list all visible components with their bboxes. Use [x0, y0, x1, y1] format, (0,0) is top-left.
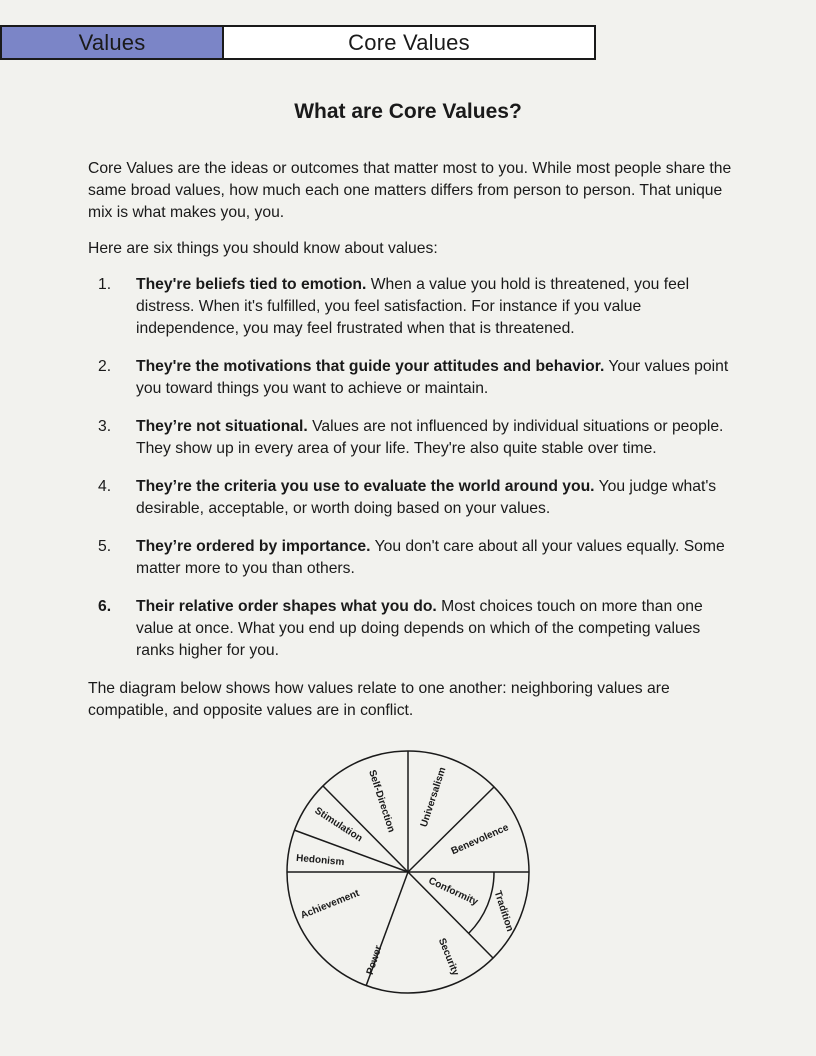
item-body: Most choices touch on more than one value at once. What you end up doing depends on which of the competing values ranks higher for you.: [136, 598, 703, 659]
wheel-lines: [287, 751, 529, 993]
wheel-label-conformity: Conformity: [426, 875, 480, 908]
item-number: 6.: [98, 598, 112, 615]
wheel-label-universalism: Universalism: [418, 765, 449, 829]
item-text: [136, 476, 738, 520]
item-number: 1.: [98, 276, 112, 293]
item-body: You don't care about all your values equally. Some matter more to you than others.: [136, 538, 725, 577]
wheel-label-stimulation: Stimulation: [312, 805, 365, 845]
main-content: [88, 158, 738, 736]
item-body: You judge what's desirable, acceptable, or worth doing based on your values.: [136, 478, 717, 517]
header-tabs: [0, 25, 596, 60]
item-text: [136, 356, 738, 400]
list-item: [88, 274, 738, 340]
wheel-label-benevolence: Benevolence: [449, 822, 511, 858]
item-number: 4.: [98, 478, 112, 495]
item-heading: They’re the criteria you use to evaluate the world around you.: [136, 478, 595, 495]
item-heading: They’re not situational.: [136, 418, 308, 435]
item-heading: Their relative order shapes what you do.: [136, 598, 437, 615]
item-number: 5.: [98, 538, 112, 555]
wheel-label-security: Security: [435, 936, 461, 978]
item-text: [136, 596, 738, 662]
list-intro: Here are six things you should know about values:: [88, 240, 438, 257]
diagram-intro: The diagram below shows how values relate to one another: neighboring values are compatible, and opposite values are in conflict.: [88, 680, 670, 719]
item-heading: They're the motivations that guide your attitudes and behavior.: [136, 358, 605, 375]
tab-values[interactable]: Values: [0, 25, 224, 60]
wheel-label-hedonism: Hedonism: [295, 852, 345, 869]
item-text: [136, 536, 738, 580]
wheel-divider: [408, 787, 494, 872]
list-item: [88, 416, 738, 460]
list-item: [88, 476, 738, 520]
item-body: When a value you hold is threatened, you feel distress. When it's fulfilled, you feel satisfaction. For instance if you value independence, you may feel frustrated when that is threatened.: [136, 276, 690, 337]
item-number: 3.: [98, 418, 112, 435]
item-heading: They’re ordered by importance.: [136, 538, 371, 555]
wheel-label-tradition: Tradition: [491, 889, 516, 934]
values-list: [88, 274, 738, 662]
wheel-label-self-direction: Self-Direction: [366, 768, 397, 834]
item-body: Your values point you toward things you want to achieve or maintain.: [136, 358, 729, 397]
values-wheel-diagram: [282, 746, 534, 998]
item-text: [136, 416, 738, 460]
item-text: [136, 274, 738, 340]
wheel-label-achievement: Achievement: [299, 887, 361, 922]
wheel-label-power: Power: [364, 944, 385, 977]
list-item: [88, 536, 738, 580]
list-item: [88, 596, 738, 662]
intro-paragraph: Core Values are the ideas or outcomes that matter most to you. While most people share the same broad values, how much each one matters differs from person to person. That unique mix is what makes you, you.: [88, 160, 732, 221]
item-number: 2.: [98, 358, 112, 375]
item-heading: They're beliefs tied to emotion.: [136, 276, 367, 293]
list-item: [88, 356, 738, 400]
page-title: What are Core Values?: [294, 100, 522, 123]
tab-core-values[interactable]: Core Values: [224, 25, 596, 60]
item-body: Values are not influenced by individual situations or people. They show up in every area of your life. They're also quite stable over time.: [136, 418, 724, 457]
